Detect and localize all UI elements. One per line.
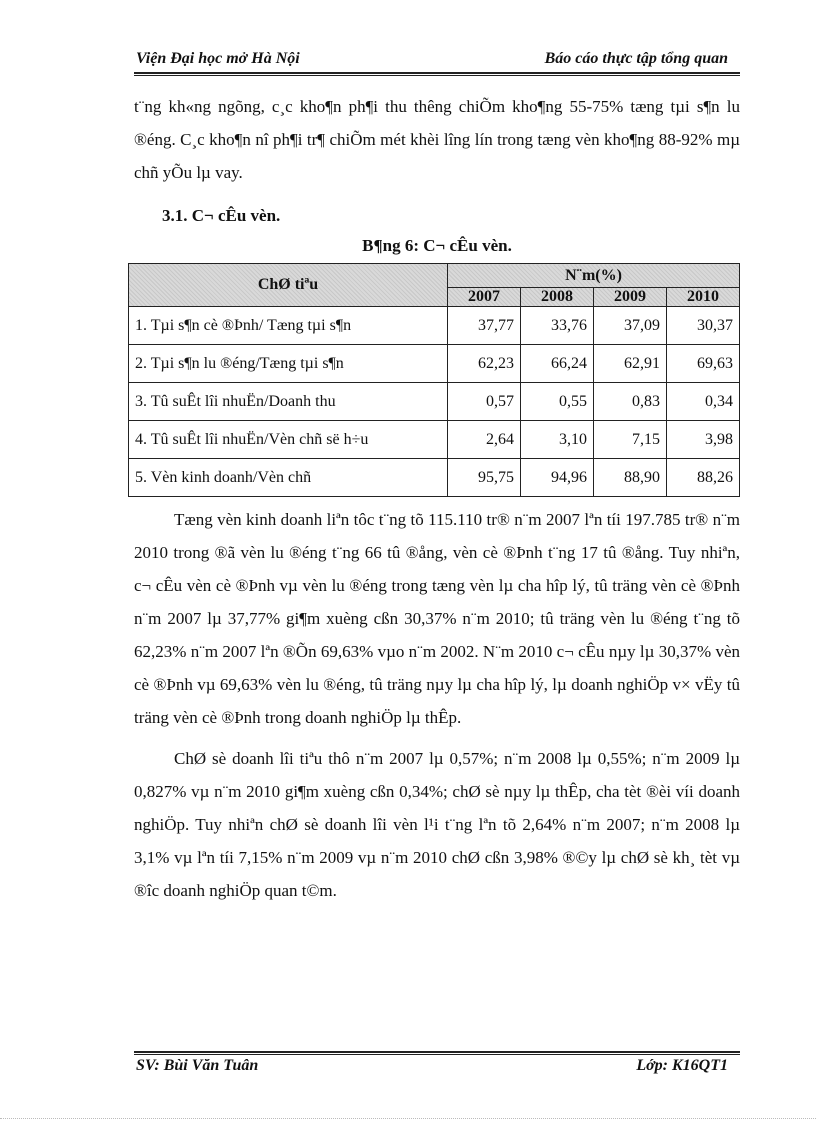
table-cell: 0,57 — [448, 383, 521, 421]
year-header: 2007 — [448, 288, 521, 307]
table-cell: 0,55 — [521, 383, 594, 421]
year-header: 2009 — [594, 288, 667, 307]
page-body — [134, 90, 740, 907]
row-label: 3. Tû suÊt lîi nhuËn/Doanh thu — [129, 383, 448, 421]
footer-class: Lớp: K16QT1 — [636, 1057, 728, 1074]
table-row — [129, 459, 740, 497]
row-label: 1. Tµi s¶n cè ®Þnh/ Tæng tµi s¶n — [129, 307, 448, 345]
year-header: 2008 — [521, 288, 594, 307]
table-cell: 66,24 — [521, 345, 594, 383]
year-header: 2010 — [667, 288, 740, 307]
table-caption: B¶ng 6: C¬ cÊu vèn. — [362, 236, 512, 255]
table-cell: 3,98 — [667, 421, 740, 459]
intro-paragraph: t¨ng kh«ng ngõng, c¸c kho¶n ph¶i thu thêng chiÕm kho¶ng 55-75% tæng tµi s¶n lu ®éng. C¸c kho¶n nî ph¶i tr¶ chiÕm mét khèi lîng lín trong tæng vèn kho¶ng 88-92% mµ chñ yÕu lµ vay. — [134, 97, 740, 182]
year-group-header: N¨m(%) — [448, 264, 740, 288]
table-cell: 62,23 — [448, 345, 521, 383]
row-label: 2. Tµi s¶n lu ®éng/Tæng tµi s¶n — [129, 345, 448, 383]
table-cell: 95,75 — [448, 459, 521, 497]
table-cell: 37,09 — [594, 307, 667, 345]
table-cell: 37,77 — [448, 307, 521, 345]
table-cell: 88,26 — [667, 459, 740, 497]
indicator-header: ChØ tiªu — [129, 264, 448, 307]
body-paragraph: ChØ sè doanh lîi tiªu thô n¨m 2007 lµ 0,57%; n¨m 2008 lµ 0,55%; n¨m 2009 lµ 0,827% vµ n¨m 2010 gi¶m xuèng cßn 0,34%; chØ sè nµy lµ thÊp, cha tèt ®èi víi doanh nghiÖp. Tuy nhiªn chØ sè doanh lîi vèn l¹i t¨ng lªn tõ 2,64% n¨m 2007; n¨m 2008 lµ 3,1% vµ lªn tíi 7,15% n¨m 2009 vµ n¨m 2010 chØ cßn 3,98% ®©y lµ chØ sè kh¸ tèt vµ ®îc doanh nghiÖp quan t©m. — [134, 749, 740, 900]
capital-structure-table — [128, 263, 740, 497]
section-heading: 3.1. C¬ cÊu vèn. — [162, 206, 281, 225]
table-cell: 62,91 — [594, 345, 667, 383]
table-cell: 7,15 — [594, 421, 667, 459]
header-report-title: Báo cáo thực tập tổng quan — [544, 50, 728, 67]
table-cell: 30,37 — [667, 307, 740, 345]
table-cell: 69,63 — [667, 345, 740, 383]
row-label: 4. Tû suÊt lîi nhuËn/Vèn chñ së h÷u — [129, 421, 448, 459]
body-paragraph: Tæng vèn kinh doanh liªn tôc t¨ng tõ 115.110 tr® n¨m 2007 lªn tíi 197.785 tr® n¨m 2010 trong ®ã vèn lu ®éng t¨ng 66 tû ®ång, vèn cè ®Þnh t¨ng 17 tû ®ång. Tuy nhiªn, c¬ cÊu vèn cè ®Þnh vµ vèn lu ®éng trong tæng vèn lµ cha hîp lý, tû träng vèn cè ®Þnh n¨m 2007 lµ 37,77% gi¶m xuèng cßn 30,37% n¨m 2010; tû träng vèn lu ®éng t¨ng tõ 62,23% n¨m 2007 lªn ®Õn 69,63% vµo n¨m 2002. N¨m 2010 c¬ cÊu nµy lµ 30,37% vèn cè ®Þnh vµ 69,63% vèn lu ®éng, tû träng nµy lµ cha hîp lý, lµ doanh nghiÖp v× vËy tû träng vèn cè ®Þnh trong doanh nghiÖp lµ thÊp. — [134, 510, 740, 727]
table-cell: 0,34 — [667, 383, 740, 421]
page-edge — [0, 1118, 816, 1119]
table-row — [129, 307, 740, 345]
page-footer — [134, 1051, 740, 1079]
table-cell: 0,83 — [594, 383, 667, 421]
row-label: 5. Vèn kinh doanh/Vèn chñ — [129, 459, 448, 497]
table-cell: 33,76 — [521, 307, 594, 345]
footer-student: SV: Bùi Văn Tuân — [136, 1057, 259, 1074]
table-row — [129, 345, 740, 383]
table-cell: 2,64 — [448, 421, 521, 459]
table-row — [129, 421, 740, 459]
header-institution: Viện Đại học mở Hà Nội — [136, 50, 300, 67]
table-row — [129, 383, 740, 421]
table-cell: 94,96 — [521, 459, 594, 497]
table-cell: 3,10 — [521, 421, 594, 459]
table-cell: 88,90 — [594, 459, 667, 497]
page-header — [134, 46, 740, 74]
header-rule — [134, 75, 740, 76]
